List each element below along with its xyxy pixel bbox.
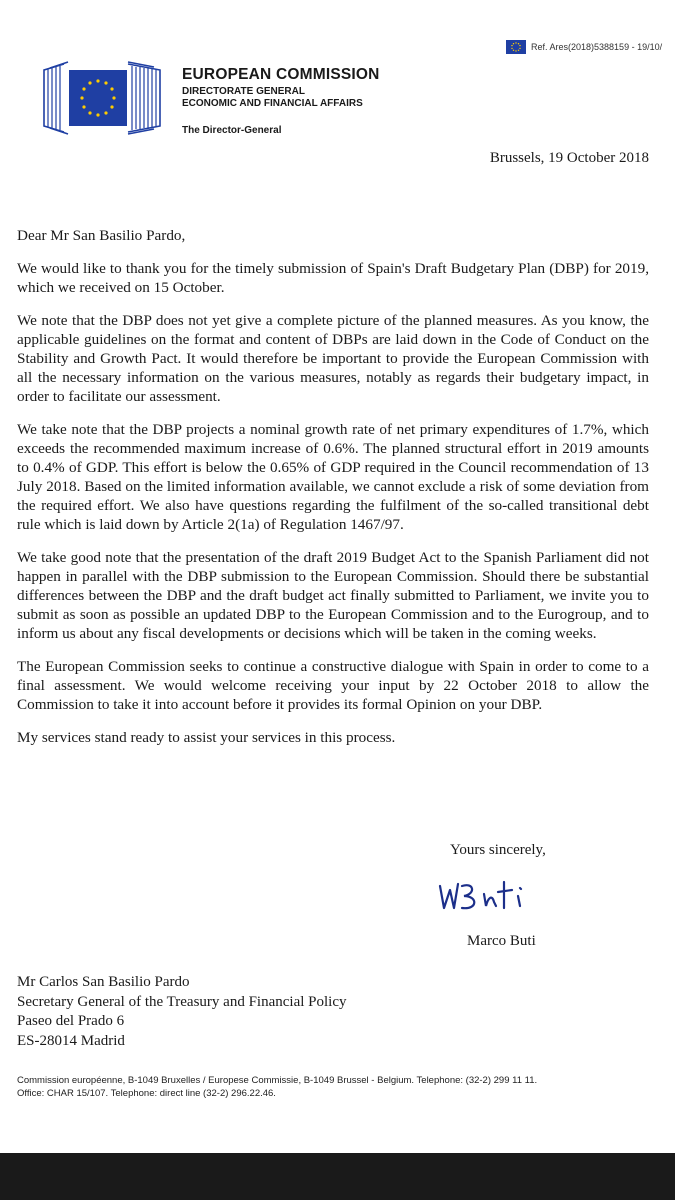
paragraph-1: We would like to thank you for the timely submission of Spain's Draft Budgetary Plan (DBP) for 2019, which we received on 15 October.	[17, 260, 649, 296]
department-name: ECONOMIC AND FINANCIAL AFFAIRS	[182, 98, 363, 109]
paragraph-6: My services stand ready to assist your services in this process.	[17, 729, 396, 746]
paragraph-2: We note that the DBP does not yet give a complete picture of the planned measures. As you know, the applicable guidelines on the format and content of DBPs are laid down in the Code of Conduct on the Stability and Growth Pact. It would therefore be important to provide the European Commission with all the necessary information on the various measures, notably as regards their budgetary impact, in order to facilitate our assessment.	[17, 312, 649, 405]
letter-body	[17, 226, 649, 761]
addressee-title: Secretary General of the Treasury and Financial Policy	[17, 993, 347, 1010]
sender-role: The Director-General	[182, 125, 282, 136]
letterhead	[182, 66, 380, 137]
paragraph-5: The European Commission seeks to continue a constructive dialogue with Spain in order to come to a final assessment. We would welcome receiving your input by 22 October 2018 to allow the Commission to take it into account before it provides its formal Opinion on your DBP.	[17, 658, 649, 713]
footer-line-2: Office: CHAR 15/107. Telephone: direct line (32-2) 296.22.46.	[17, 1088, 276, 1099]
paragraph-4: We take good note that the presentation of the draft 2019 Budget Act to the Spanish Parliament did not happen in parallel with the DBP submission to the European Commission. Should there be substantial differences between the DBP and the draft budget act finally submitted to Parliament, we invite you to submit as soon as possible an updated DBP to the European Commission and to the Eurogroup, and to inform us about any fiscal developments or decisions which will be taken in the coming weeks.	[17, 549, 649, 642]
reference-stamp	[506, 40, 662, 54]
addressee-name: Mr Carlos San Basilio Pardo	[17, 974, 190, 990]
eu-flag-icon	[506, 40, 526, 54]
closing: Yours sincerely,	[450, 842, 546, 858]
addressee-street: Paseo del Prado 6	[17, 1013, 125, 1029]
reference-number: Ref. Ares(2018)5388159 - 19/10/	[531, 42, 663, 52]
salutation: Dear Mr San Basilio Pardo,	[17, 227, 186, 244]
european-commission-logo-icon	[34, 56, 169, 138]
addressee-city: ES-28014 Madrid	[17, 1032, 125, 1049]
organization-name: EUROPEAN COMMISSION	[182, 66, 380, 83]
footer-line-1: Commission européenne, B-1049 Bruxelles / Europese Commissie, B-1049 Brussel - Belgium. Telephone: (32-2) 299 11 11.	[17, 1075, 538, 1086]
handwritten-signature	[434, 872, 554, 920]
footer	[17, 1074, 537, 1100]
letter-date: Brussels, 19 October 2018	[489, 150, 649, 166]
addressee-block	[17, 973, 347, 1051]
paragraph-3: We take note that the DBP projects a nominal growth rate of net primary expenditures of 1.7%, which exceeds the recommended maximum increase of 0.6%. The planned structural effort in 2019 amounts to 0.4% of GDP. This effort is below the 0.65% of GDP required in the Council recommendation of 13 July 2018. Based on the limited information available, we cannot exclude a risk of some deviation from the required effort. We also have questions regarding the fulfilment of the so-called transitional debt rule which is laid down by Article 2(1a) of Regulation 1467/97.	[17, 421, 649, 533]
directorate-name: DIRECTORATE GENERAL	[182, 86, 305, 97]
bottom-border	[0, 1153, 675, 1200]
signer-name: Marco Buti	[467, 933, 536, 949]
